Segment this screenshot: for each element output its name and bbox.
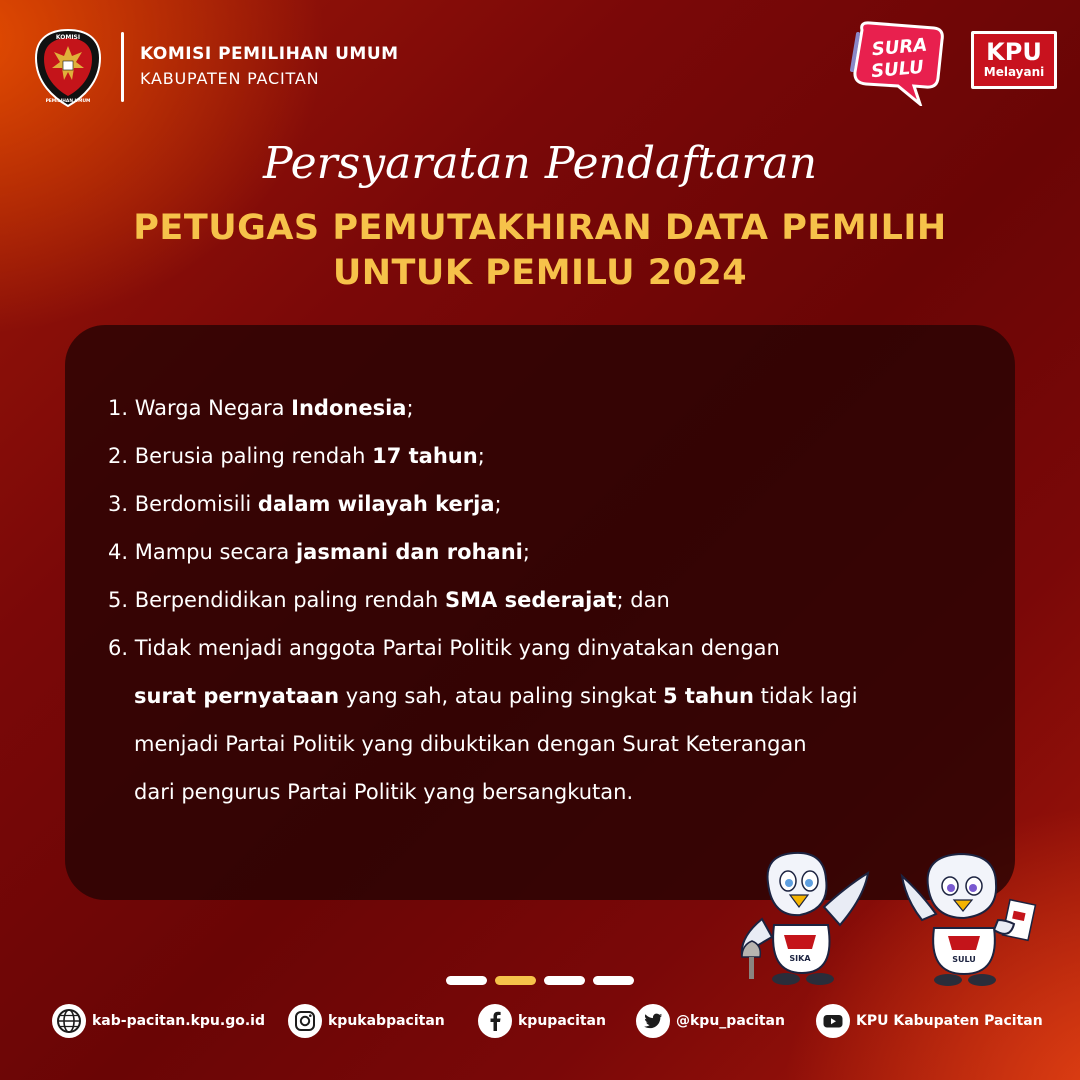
footer-twitter[interactable] xyxy=(636,1002,785,1040)
instagram-label: kpukabpacitan xyxy=(328,1013,445,1029)
pagination-dot-3[interactable] xyxy=(544,976,585,985)
org-name: KOMISI PEMILIHAN UMUM xyxy=(140,44,399,64)
subtitle: Persyaratan Pendaftaran xyxy=(262,138,818,189)
kpu-emblem-logo xyxy=(32,28,104,108)
requirement-item-2: 2. Berusia paling rendah 17 tahun; xyxy=(108,444,485,468)
title-line-1: PETUGAS PEMUTAKHIRAN DATA PEMILIH xyxy=(133,208,947,248)
mascot-sulu-label: SULU xyxy=(952,955,976,964)
requirement-item-4: 4. Mampu secara jasmani dan rohani; xyxy=(108,540,530,564)
pagination-dot-4[interactable] xyxy=(593,976,634,985)
footer-website[interactable] xyxy=(52,1002,265,1040)
footer-instagram[interactable] xyxy=(288,1002,445,1040)
requirement-6-line-2: surat pernyataan yang sah, atau paling singkat 5 tahun tidak lagi xyxy=(134,684,858,708)
requirement-item-5: 5. Berpendidikan paling rendah SMA sederajat; dan xyxy=(108,588,670,612)
pagination-indicator xyxy=(446,976,634,986)
requirement-item-6: 6. Tidak menjadi anggota Partai Politik yang dinyatakan dengan xyxy=(108,636,780,660)
website-label: kab-pacitan.kpu.go.id xyxy=(92,1013,265,1029)
kpu-melayani-logo xyxy=(970,30,1058,90)
facebook-icon xyxy=(478,1004,512,1038)
footer-facebook[interactable] xyxy=(478,1002,606,1040)
twitter-label: @kpu_pacitan xyxy=(676,1013,785,1029)
mascot-sura xyxy=(728,845,878,987)
facebook-label: kpupacitan xyxy=(518,1013,606,1029)
footer-youtube[interactable] xyxy=(816,1002,1043,1040)
sura-sulu-logo xyxy=(848,20,948,106)
emblem-text-top: KOMISI xyxy=(55,34,81,41)
requirement-6-line-3: menjadi Partai Politik yang dibuktikan dengan Surat Keterangan xyxy=(134,732,807,756)
badge-sura-text: SURA xyxy=(871,34,929,61)
globe-icon xyxy=(52,1004,86,1038)
pagination-dot-2-active[interactable] xyxy=(495,976,536,985)
pagination-dot-1[interactable] xyxy=(446,976,487,985)
badge-melayani-text: Melayani xyxy=(983,65,1045,79)
badge-sulu-text: SULU xyxy=(870,56,925,83)
badge-kpu-text: KPU xyxy=(986,38,1042,66)
org-region: KABUPATEN PACITAN xyxy=(140,69,320,88)
title-line-2: UNTUK PEMILU 2024 xyxy=(332,253,748,293)
youtube-icon xyxy=(816,1004,850,1038)
instagram-icon xyxy=(288,1004,322,1038)
mascot-sura-label: SIKA xyxy=(789,954,811,963)
requirement-item-1: 1. Warga Negara Indonesia; xyxy=(108,396,414,420)
requirement-item-3: 3. Berdomisili dalam wilayah kerja; xyxy=(108,492,502,516)
emblem-text-bottom: PEMILIHAN UMUM xyxy=(45,99,91,104)
youtube-label: KPU Kabupaten Pacitan xyxy=(856,1013,1043,1029)
header-divider xyxy=(121,32,124,102)
twitter-icon xyxy=(636,1004,670,1038)
mascot-sulu xyxy=(898,850,1038,987)
requirement-6-line-4: dari pengurus Partai Politik yang bersangkutan. xyxy=(134,780,634,804)
